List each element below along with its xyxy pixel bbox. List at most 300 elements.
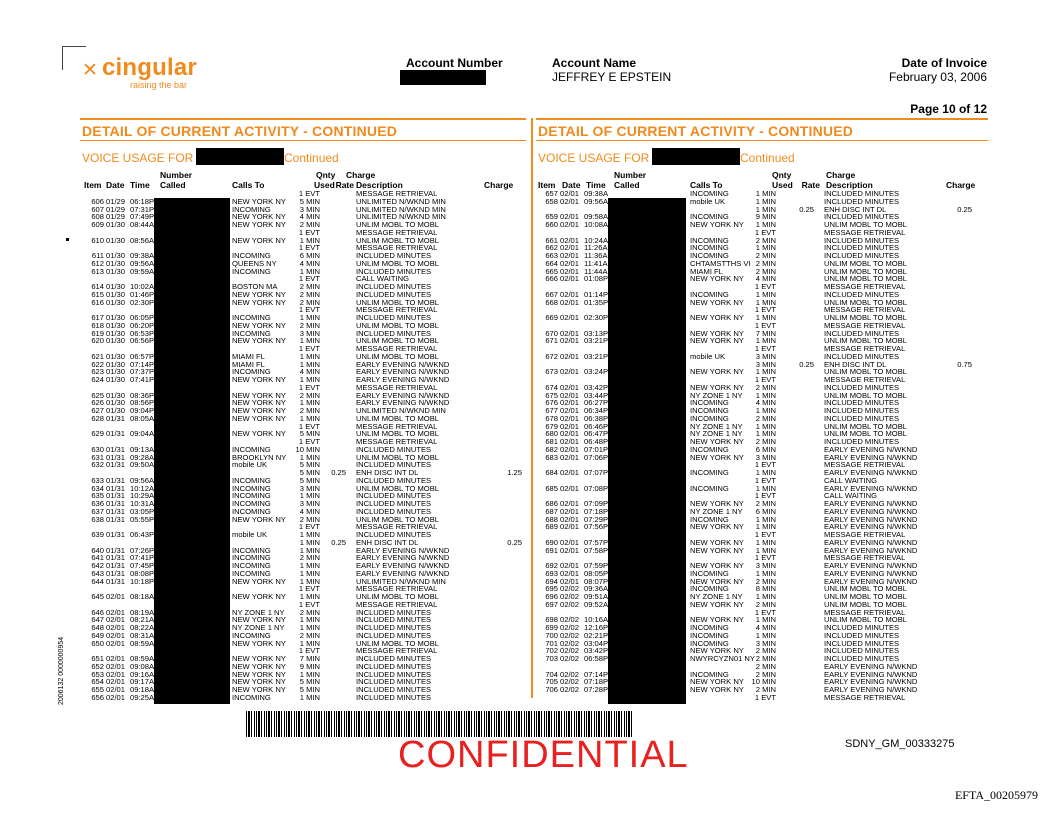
call-time: 03:44P — [584, 390, 609, 400]
right-hdr-qnty: Qnty — [772, 170, 792, 180]
item-number: 645 — [91, 592, 104, 601]
calls-to: NEW YORK NY — [690, 685, 744, 694]
call-date: 02/01 — [560, 220, 580, 229]
item-number: 690 — [545, 537, 558, 547]
call-date: 01/30 — [106, 297, 126, 307]
quantity-used: 1 MIN — [755, 522, 776, 532]
efta-number: EFTA_00205979 — [954, 788, 1038, 802]
item-number: 677 — [545, 406, 558, 415]
quantity-used: 1 EVT — [754, 475, 776, 485]
charge-description: MESSAGE RETRIEVAL — [356, 382, 438, 392]
quantity-used: 1 EVT — [298, 227, 320, 237]
calls-to: INCOMING — [232, 266, 271, 276]
call-time: 11:41A — [584, 258, 608, 268]
calls-to: INCOMING — [690, 638, 729, 648]
quantity-used: 1 MIN — [755, 421, 776, 431]
quantity-used: 2 MIN — [299, 607, 320, 617]
quantity-used: 3 MIN — [755, 452, 776, 462]
call-time: 09:36A — [584, 584, 609, 594]
redacted-phone-number — [196, 148, 284, 165]
calls-to: NWYRCYZN01 NY — [690, 654, 755, 663]
left-hdr-date: Date — [106, 180, 125, 190]
calls-to: INCOMING — [232, 483, 271, 493]
item-number: 632 — [91, 460, 104, 470]
right-hdr-called: Called — [614, 180, 640, 190]
redacted-called-numbers — [608, 198, 686, 704]
item-number: 618 — [91, 320, 104, 330]
quantity-used: 5 MIN — [299, 429, 320, 439]
quantity-used: 4 MIN — [755, 398, 776, 408]
item-number: 613 — [91, 266, 104, 276]
item-number: 642 — [91, 561, 104, 570]
quantity-used: 1 MIN — [755, 630, 776, 640]
call-time: 06:58P — [584, 654, 609, 663]
charge-description: INCLUDED MINUTES — [824, 251, 900, 260]
calls-to: QUEENS NY — [232, 258, 277, 268]
call-time: 06:46P — [584, 421, 609, 431]
call-time: 03:21P — [584, 336, 609, 346]
quantity-used: 1 MIN — [755, 189, 776, 198]
charge-description: MESSAGE RETRIEVAL — [356, 305, 438, 315]
calls-to: NEW YORK NY — [690, 328, 744, 338]
charge-description: EARLY EVENING N/WKND — [824, 669, 918, 679]
quantity-used: 1 EVT — [298, 646, 320, 656]
call-date: 02/01 — [560, 444, 580, 454]
quantity-used: 1 MIN — [299, 669, 320, 679]
charge-description: EARLY EVENING N/WKND — [824, 506, 918, 516]
call-date: 01/30 — [106, 220, 126, 229]
quantity-used: 2 MIN — [755, 251, 776, 260]
quantity-used: 1 MIN — [755, 429, 776, 439]
call-date: 02/01 — [560, 328, 580, 338]
quantity-used: 1 MIN — [299, 692, 320, 702]
call-time: 03:05P — [130, 506, 155, 516]
quantity-used: 1 MIN — [755, 220, 776, 229]
quantity-used: 2 MIN — [755, 654, 776, 663]
left-title-rule — [80, 140, 526, 141]
call-time: 07:14P — [130, 359, 155, 369]
call-time: 07:28P — [584, 685, 609, 694]
calls-to: NEW YORK NY — [690, 367, 744, 377]
quantity-used: 1 MIN — [755, 390, 776, 400]
calls-to: NEW YORK NY — [232, 677, 286, 687]
item-number: 641 — [91, 553, 104, 563]
item-number: 633 — [91, 475, 104, 485]
item-number: 609 — [91, 220, 104, 229]
call-date: 02/01 — [560, 313, 580, 322]
charge-description: EARLY EVENING N/WKND — [824, 522, 918, 532]
charge-description: MESSAGE RETRIEVAL — [356, 227, 438, 237]
call-date: 02/01 — [560, 274, 580, 284]
charge-description: UNLIM MOBL TO MOBL — [824, 615, 907, 625]
call-time: 10:12A — [130, 483, 155, 493]
quantity-used: 6 MIN — [299, 251, 320, 260]
item-number: 682 — [545, 444, 558, 454]
quantity-used: 9 MIN — [299, 661, 320, 671]
calls-to: NEW YORK NY — [232, 398, 286, 408]
call-date: 02/01 — [560, 297, 580, 307]
call-time: 08:36P — [130, 390, 155, 400]
call-date: 02/01 — [560, 390, 580, 400]
call-time: 09:38A — [584, 189, 609, 198]
quantity-used: 6 MIN — [755, 506, 776, 516]
charge-description: MESSAGE RETRIEVAL — [356, 522, 438, 532]
right-voice-usage-label: VOICE USAGE FOR — [538, 151, 650, 165]
call-date: 01/30 — [106, 313, 126, 322]
quantity-used: 1 EVT — [754, 607, 776, 617]
calls-to: NEW YORK NY — [232, 615, 286, 625]
right-hdr-callsto: Calls To — [690, 180, 723, 190]
quantity-used: 1 MIN — [755, 468, 776, 477]
call-time: 02:30P — [584, 313, 609, 322]
quantity-used: 1 MIN — [299, 638, 320, 648]
calls-to: NEW YORK NY — [232, 196, 286, 206]
charge-description: UNLIMITED N/WKND MIN — [356, 576, 446, 586]
calls-to: NEW YORK NY — [232, 212, 286, 222]
call-time: 09:59A — [130, 266, 155, 276]
call-date: 01/30 — [106, 390, 126, 400]
left-section-title: DETAIL OF CURRENT ACTIVITY - CONTINUED — [82, 123, 398, 139]
call-time: 09:58A — [584, 212, 609, 222]
quantity-used: 3 MIN — [299, 483, 320, 493]
calls-to: MIAMI FL — [232, 351, 265, 361]
item-number: 691 — [545, 545, 558, 555]
calls-to: NY ZONE 1 NY — [232, 607, 285, 617]
call-time: 07:49P — [130, 212, 155, 222]
quantity-used: 1 EVT — [298, 305, 320, 315]
item-number: 696 — [545, 592, 558, 601]
charge-description: UNLIM MOBL TO MOBL — [356, 592, 439, 601]
item-number: 705 — [545, 677, 558, 687]
call-time: 07:01P — [584, 444, 609, 454]
item-number: 671 — [545, 336, 558, 346]
charge-description: INCLUDED MINUTES — [824, 654, 900, 663]
item-number: 674 — [545, 382, 558, 392]
charge-description: MESSAGE RETRIEVAL — [824, 607, 906, 617]
charge-description: MESSAGE RETRIEVAL — [356, 599, 438, 609]
left-continued-label: Continued — [284, 151, 339, 165]
charge-description: INCLUDED MINUTES — [356, 623, 432, 632]
calls-to: MIAMI FL — [690, 266, 723, 276]
charge-description: INCLUDED MINUTES — [356, 266, 432, 276]
charge-description: UNLIM MOBL TO MOBL — [356, 483, 439, 493]
call-date: 01/30 — [106, 375, 126, 384]
quantity-used: 1 MIN — [755, 204, 776, 214]
call-date: 01/30 — [106, 398, 126, 408]
charge-amount: 1.25 — [507, 468, 522, 477]
quantity-used: 1 MIN — [299, 351, 320, 361]
call-time: 03:24P — [584, 367, 609, 377]
quantity-used: 2 MIN — [755, 646, 776, 656]
charge-description: EARLY EVENING N/WKND — [824, 576, 918, 586]
quantity-used: 5 MIN — [299, 460, 320, 470]
quantity-used: 2 MIN — [299, 297, 320, 307]
calls-to: NY ZONE 1 NY — [232, 623, 285, 632]
charge-description: UNLIM MOBL TO MOBL — [824, 429, 907, 439]
calls-to: INCOMING — [232, 630, 271, 640]
call-date: 02/01 — [106, 615, 126, 625]
quantity-used: 2 MIN — [755, 413, 776, 423]
charge-description: MESSAGE RETRIEVAL — [824, 530, 906, 539]
quantity-used: 1 MIN — [299, 545, 320, 555]
call-time: 02:30P — [130, 297, 155, 307]
item-number: 648 — [91, 623, 104, 632]
call-time: 08:22A — [130, 623, 155, 632]
left-hdr-called: Called — [160, 180, 186, 190]
calls-to: INCOMING — [690, 584, 729, 594]
charge-description: EARLY EVENING N/WKND — [824, 514, 918, 524]
calls-to: mobile UK — [232, 460, 268, 470]
calls-to: INCOMING — [232, 561, 271, 570]
calls-to: CHTAMSTTHS VI — [690, 258, 751, 268]
quantity-used: 2 MIN — [755, 669, 776, 679]
item-number: 622 — [91, 359, 104, 369]
call-time: 06:38P — [584, 413, 609, 423]
call-date: 01/31 — [106, 553, 126, 563]
quantity-used: 4 MIN — [299, 212, 320, 222]
call-date: 02/01 — [560, 251, 580, 260]
call-time: 06:05P — [130, 313, 155, 322]
call-date: 01/30 — [106, 235, 126, 245]
quantity-used: 1 MIN — [299, 266, 320, 276]
charge-description: EARLY EVENING N/WKND — [356, 568, 450, 578]
calls-to: NY ZONE 1 NY — [690, 421, 743, 431]
call-date: 01/31 — [106, 530, 126, 539]
call-date: 01/31 — [106, 460, 126, 470]
charge-description: EARLY EVENING N/WKND — [824, 444, 918, 454]
charge-description: INCLUDED MINUTES — [824, 189, 900, 198]
column-divider — [531, 118, 533, 698]
item-number: 624 — [91, 375, 104, 384]
quantity-used: 1 EVT — [754, 553, 776, 563]
charge-description: ENH DISC INT DL — [356, 468, 419, 477]
call-time: 12:16P — [584, 623, 609, 632]
quantity-used: 7 MIN — [299, 654, 320, 663]
call-time: 08:05P — [584, 568, 609, 578]
quantity-used: 9 MIN — [755, 212, 776, 222]
call-date: 02/02 — [560, 584, 580, 594]
call-time: 07:41P — [130, 375, 155, 384]
call-date: 02/02 — [560, 623, 580, 632]
call-time: 06:57P — [130, 351, 155, 361]
charge-description: EARLY EVENING N/WKND — [824, 568, 918, 578]
rate: 0.25 — [331, 468, 346, 477]
call-date: 02/01 — [560, 406, 580, 415]
call-date: 02/01 — [560, 429, 580, 439]
charge-description: CALL WAITING — [356, 274, 410, 284]
charge-description: INCLUDED MINUTES — [356, 289, 432, 299]
charge-description: INCLUDED MINUTES — [356, 499, 432, 508]
call-time: 09:08A — [130, 661, 155, 671]
quantity-used: 1 EVT — [298, 243, 320, 253]
charge-description: EARLY EVENING N/WKND — [824, 452, 918, 462]
quantity-used: 1 EVT — [754, 320, 776, 330]
quantity-used: 2 MIN — [755, 382, 776, 392]
calls-to: INCOMING — [690, 623, 729, 632]
call-date: 01/30 — [106, 258, 126, 268]
quantity-used: 4 MIN — [299, 506, 320, 516]
item-number: 661 — [545, 235, 558, 245]
call-time: 10:08A — [584, 220, 609, 229]
calls-to: INCOMING — [232, 491, 271, 501]
call-date: 02/01 — [560, 196, 580, 206]
charge-description: UNLIM MOBL TO MOBL — [824, 313, 907, 322]
calls-to: NEW YORK NY — [232, 375, 286, 384]
charge-description: INCLUDED MINUTES — [356, 530, 432, 539]
quantity-used: 3 MIN — [755, 351, 776, 361]
charge-description: INCLUDED MINUTES — [356, 328, 432, 338]
call-date: 02/01 — [106, 654, 126, 663]
item-number: 666 — [545, 274, 558, 284]
calls-to: NEW YORK NY — [232, 235, 286, 245]
calls-to: NEW YORK NY — [232, 429, 286, 439]
right-hdr-date: Date — [562, 180, 581, 190]
left-hdr-used: Used — [314, 180, 335, 190]
quantity-used: 2 MIN — [299, 630, 320, 640]
charge-description: CALL WAITING — [824, 475, 878, 485]
charge-description: EARLY EVENING N/WKND — [824, 685, 918, 694]
item-number: 653 — [91, 669, 104, 679]
call-date: 02/01 — [560, 545, 580, 555]
call-time: 07:18P — [584, 677, 609, 687]
quantity-used: 1 EVT — [298, 584, 320, 594]
item-number: 684 — [545, 468, 558, 477]
charge-description: UNLIM MOBL TO MOBL — [356, 514, 439, 524]
charge-description: INCLUDED MINUTES — [824, 406, 900, 415]
calls-to: NEW YORK NY — [232, 685, 286, 694]
calls-to: BROOKLYN NY — [232, 452, 287, 462]
quantity-used: 1 MIN — [299, 235, 320, 245]
calls-to: NEW YORK NY — [690, 452, 744, 462]
quantity-used: 3 MIN — [299, 328, 320, 338]
calls-to: NEW YORK NY — [690, 499, 744, 508]
call-date: 01/29 — [106, 196, 126, 206]
call-date: 02/01 — [560, 336, 580, 346]
item-number: 652 — [91, 661, 104, 671]
call-time: 09:38A — [130, 251, 155, 260]
item-number: 669 — [545, 313, 558, 322]
right-top-rule — [536, 118, 988, 120]
item-number: 655 — [91, 685, 104, 694]
item-number: 659 — [545, 212, 558, 222]
item-number: 620 — [91, 336, 104, 346]
call-time: 09:56A — [130, 475, 155, 485]
call-time: 06:27P — [584, 398, 609, 408]
calls-to: INCOMING — [690, 630, 729, 640]
item-number: 614 — [91, 282, 104, 291]
charge-description: INCLUDED MINUTES — [824, 328, 900, 338]
calls-to: MIAMI FL — [232, 359, 265, 369]
call-time: 08:31A — [130, 630, 155, 640]
calls-to: NEW YORK NY — [232, 289, 286, 299]
call-date: 02/01 — [106, 669, 126, 679]
call-time: 07:14P — [584, 669, 609, 679]
call-date: 01/30 — [106, 351, 126, 361]
call-date: 01/30 — [106, 289, 126, 299]
charge-description: INCLUDED MINUTES — [356, 251, 432, 260]
quantity-used: 2 MIN — [755, 258, 776, 268]
call-time: 07:56P — [584, 522, 609, 532]
call-date: 02/02 — [560, 592, 580, 601]
call-time: 09:51A — [584, 592, 609, 601]
calls-to: INCOMING — [690, 251, 729, 260]
call-date: 01/31 — [106, 444, 126, 454]
left-hdr-time: Time — [130, 180, 150, 190]
charge-description: CALL WAITING — [824, 491, 878, 501]
item-number: 667 — [545, 289, 558, 299]
item-number: 695 — [545, 584, 558, 594]
call-date: 01/30 — [106, 406, 126, 415]
call-time: 09:56A — [584, 196, 609, 206]
confidential-stamp: CONFIDENTIAL — [398, 734, 689, 776]
invoice-date: February 03, 2006 — [888, 70, 987, 84]
charge-description: INCLUDED MINUTES — [824, 196, 900, 206]
quantity-used: 1 MIN — [755, 297, 776, 307]
table-row — [538, 694, 984, 702]
charge-description: INCLUDED MINUTES — [356, 692, 432, 702]
charge-description: MESSAGE RETRIEVAL — [824, 320, 906, 330]
call-time: 08:56P — [130, 398, 155, 408]
quantity-used: 1 MIN — [755, 313, 776, 322]
call-date: 02/01 — [560, 413, 580, 423]
item-number: 621 — [91, 351, 104, 361]
quantity-used: 2 MIN — [755, 437, 776, 446]
quantity-used: 1 MIN — [299, 537, 320, 547]
calls-to: NEW YORK NY — [232, 669, 286, 679]
call-date: 02/02 — [560, 677, 580, 687]
charge-description: INCLUDED MINUTES — [356, 677, 432, 687]
quantity-used: 5 MIN — [299, 677, 320, 687]
calls-to: INCOMING — [690, 243, 729, 253]
item-number: 610 — [91, 235, 104, 245]
quantity-used: 1 MIN — [755, 514, 776, 524]
charge-description: INCLUDED MINUTES — [824, 638, 900, 648]
calls-to: NEW YORK NY — [232, 297, 286, 307]
redacted-account-number — [400, 70, 486, 85]
call-time: 07:18P — [584, 506, 609, 516]
call-time: 06:47P — [584, 429, 609, 439]
item-number: 629 — [91, 429, 104, 439]
item-number: 706 — [545, 685, 558, 694]
item-number: 647 — [91, 615, 104, 625]
calls-to: NEW YORK NY — [690, 545, 744, 555]
call-time: 01:08P — [584, 274, 609, 284]
page-number: Page 10 of 12 — [910, 102, 987, 116]
quantity-used: 3 MIN — [755, 561, 776, 570]
charge-description: UNLIMITED N/WKND MIN — [356, 204, 446, 214]
calls-to: INCOMING — [690, 468, 729, 477]
call-date: 01/31 — [106, 413, 126, 423]
quantity-used: 1 EVT — [754, 227, 776, 237]
quantity-used: 1 MIN — [755, 289, 776, 299]
call-date: 02/01 — [560, 367, 580, 377]
calls-to: NEW YORK NY — [690, 313, 744, 322]
item-number: 606 — [91, 196, 104, 206]
charge-description: EARLY EVENING N/WKND — [356, 553, 450, 563]
logo-tagline: raising the bar — [130, 80, 188, 90]
calls-to: INCOMING — [232, 251, 271, 260]
call-time: 08:19A — [130, 607, 155, 617]
quantity-used: 2 MIN — [299, 320, 320, 330]
calls-to: INCOMING — [690, 189, 729, 198]
calls-to: INCOMING — [232, 475, 271, 485]
charge-description: ENH DISC INT DL — [824, 359, 887, 369]
quantity-used: 1 EVT — [754, 460, 776, 470]
quantity-used: 2 MIN — [755, 499, 776, 508]
calls-to: INCOMING — [690, 289, 729, 299]
call-time: 10:24A — [584, 235, 609, 245]
item-number: 704 — [545, 669, 558, 679]
